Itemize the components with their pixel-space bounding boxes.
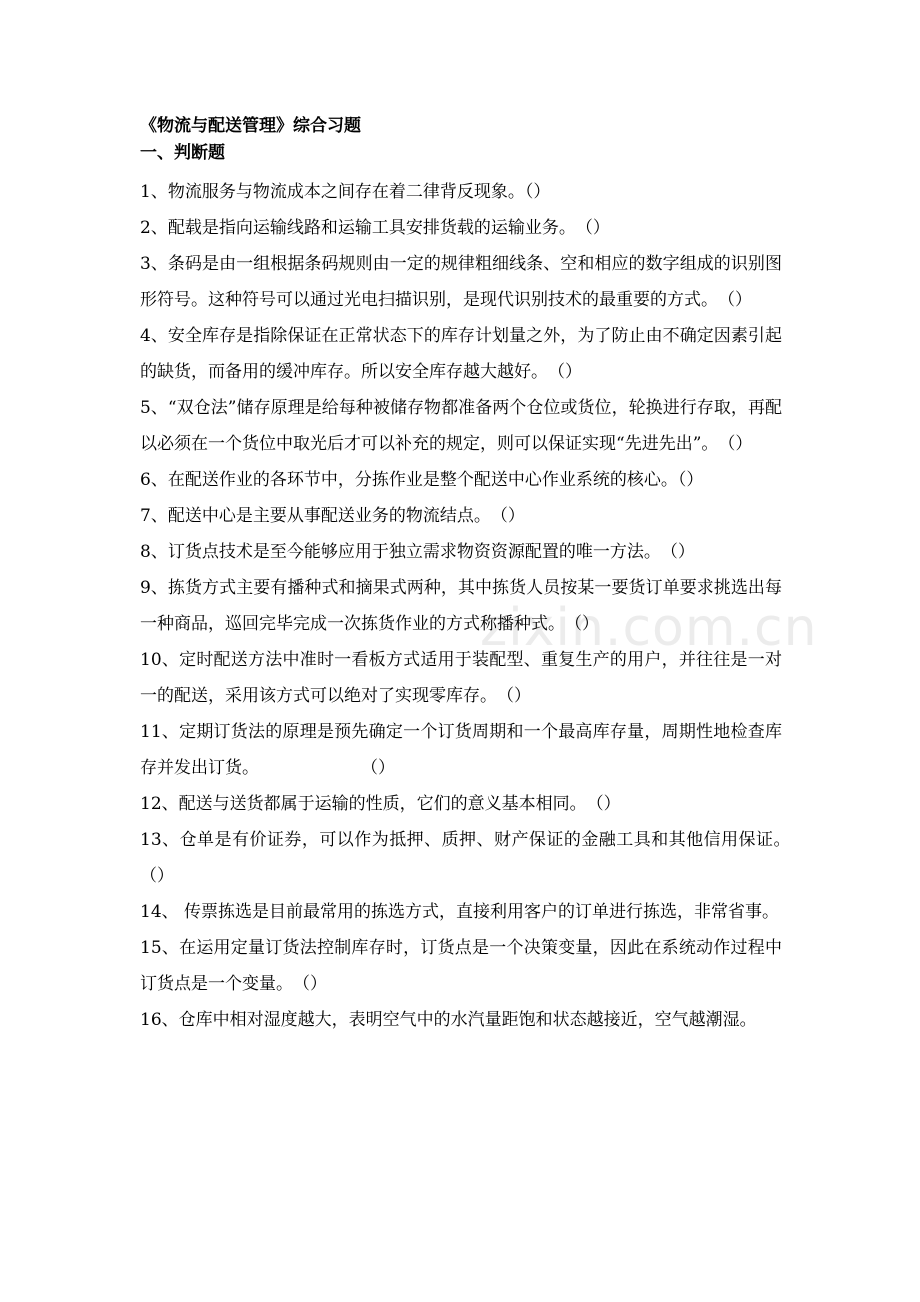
document-title: 《物流与配送管理》综合习题 [140,116,361,136]
question-item: 1、物流服务与物流成本之间存在着二律背反现象。（） [140,182,551,202]
question-item: 11、定期订货法的原理是预先确定一个订货周期和一个最高库存量，周期性地检查库存并发出订货。 （） [140,722,782,778]
question-item: 13、仓单是有价证券，可以作为抵押、质押、财产保证的金融工具和其他信用保证。 （） [140,830,799,886]
question-item: 12、配送与送货都属于运输的性质，它们的意义基本相同。 （） [140,794,621,814]
question-item: 3、条码是由一组根据条码规则由一定的规律粗细线条、空和相应的数字组成的识别图形符号。这种符号可以通过光电扫描识别，是现代识别技术的最重要的方式。 （） [140,254,782,310]
question-item: 8、订货点技术是至今能够应用于独立需求物资资源配置的唯一方法。 （） [140,542,695,562]
question-item: 16、仓库中相对湿度越大，表明空气中的水汽量距饱和状态越接近，空气越潮湿。 [140,1010,757,1030]
question-item: 4、安全库存是指除保证在正常状态下的库存计划量之外，为了防止由不确定因素引起的缺货，而备用的缓冲库存。所以安全库存越大越好。 （） [140,326,782,382]
question-item: 5、“双仓法”储存原理是给每种被储存物都准备两个仓位或货位，轮换进行存取，再配以必须在一个货位中取光后才可以补充的规定，则可以保证实现“先进先出”。 （） [140,398,782,454]
question-item: 14、 传票拣选是目前最常用的拣选方式，直接利用客户的订单进行拣选，非常省事。 [140,902,780,922]
question-item: 7、配送中心是主要从事配送业务的物流结点。 （） [140,506,525,526]
question-item: 15、在运用定量订货法控制库存时，订货点是一个决策变量，因此在系统动作过程中订货点是一个变量。 （） [140,938,782,994]
document-body [140,112,799,1038]
question-item: 2、配载是指向运输线路和运输工具安排货载的运输业务。 （） [140,218,610,238]
section-title: 一、判断题 [140,143,225,163]
question-item: 9、拣货方式主要有播种式和摘果式两种，其中拣货人员按某一要货订单要求挑选出每一种商品，巡回完毕完成一次拣货作业的方式称播种式。 （） [140,578,782,634]
question-item: 6、在配送作业的各环节中，分拣作业是整个配送中心作业系统的核心。（） [140,470,704,490]
question-item: 10、定时配送方法中准时一看板方式适用于装配型、重复生产的用户，并往往是一对一的配送，采用该方式可以绝对了实现零库存。 （） [140,650,782,706]
watermark-text: zixin.com.cn [480,598,818,658]
